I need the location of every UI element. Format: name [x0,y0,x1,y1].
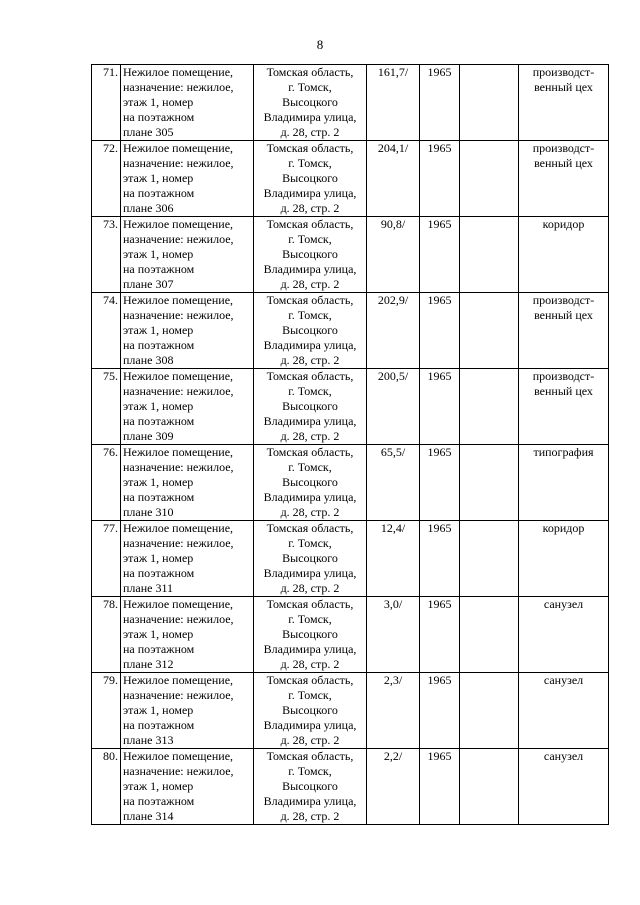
object-area: 3,0/ [367,597,420,673]
object-year: 1965 [420,673,460,749]
object-address-line: г. Томск, [288,232,332,246]
object-address-line: Высоцкого [282,171,338,185]
object-address-line: Томская область, [266,141,354,155]
object-area: 12,4/ [367,521,420,597]
object-address-line: Томская область, [266,521,354,535]
row-number: 79. [92,673,121,749]
object-address-line: Высоцкого [282,323,338,337]
object-address [254,369,367,445]
object-name-line: плане 306 [123,201,174,215]
object-name-line: плане 308 [123,353,174,367]
object-name-line: плане 314 [123,809,174,823]
object-name-line: назначение: нежилое, [123,536,234,550]
object-name-line: на поэтажном [123,794,195,808]
object-address-line: д. 28, стр. 2 [280,125,340,139]
object-name-line: на поэтажном [123,414,195,428]
object-name-line: плане 309 [123,429,174,443]
empty-cell [460,141,519,217]
object-name-line: этаж 1, номер [123,399,194,413]
object-address-line: д. 28, стр. 2 [280,657,340,671]
object-year: 1965 [420,597,460,673]
object-name-line: этаж 1, номер [123,779,194,793]
object-address-line: Владимира улица, [263,110,357,124]
object-name-line: назначение: нежилое, [123,80,234,94]
object-address-line: Высоцкого [282,95,338,109]
object-address-line: Владимира улица, [263,566,357,580]
object-purpose-line: коридор [542,521,585,535]
empty-cell [460,65,519,141]
object-purpose-line: венный цех [534,80,593,94]
object-year: 1965 [420,293,460,369]
object-purpose [519,65,609,141]
object-purpose [519,141,609,217]
object-address-line: Владимира улица, [263,794,357,808]
object-address [254,521,367,597]
empty-cell [460,369,519,445]
object-purpose-line: санузел [543,597,584,611]
object-name-line: назначение: нежилое, [123,232,234,246]
object-address-line: Высоцкого [282,399,338,413]
object-purpose-line: венный цех [534,308,593,322]
object-name-line: Нежилое помещение, [123,141,234,155]
object-name [121,749,254,825]
object-address [254,673,367,749]
object-address-line: Владимира улица, [263,490,357,504]
object-address-line: г. Томск, [288,80,332,94]
object-address-line: Высоцкого [282,551,338,565]
table-row [92,293,609,369]
object-address [254,293,367,369]
empty-cell [460,293,519,369]
object-address-line: г. Томск, [288,764,332,778]
object-name-line: Нежилое помещение, [123,293,234,307]
object-address-line: Владимира улица, [263,262,357,276]
object-address-line: Томская область, [266,65,354,79]
object-purpose-line: коридор [542,217,585,231]
object-name-line: на поэтажном [123,338,195,352]
object-address-line: Владимира улица, [263,338,357,352]
object-address-line: Высоцкого [282,475,338,489]
object-year: 1965 [420,445,460,521]
object-purpose [519,673,609,749]
object-name-line: плане 307 [123,277,174,291]
object-year: 1965 [420,65,460,141]
page-number: 8 [316,37,324,52]
object-address-line: Томская область, [266,293,354,307]
object-address-line: д. 28, стр. 2 [280,809,340,823]
object-address-line: Высоцкого [282,703,338,717]
object-name-line: плане 305 [123,125,174,139]
object-address-line: д. 28, стр. 2 [280,277,340,291]
object-name-line: назначение: нежилое, [123,764,234,778]
object-address-line: Томская область, [266,369,354,383]
row-number: 73. [92,217,121,293]
object-name-line: плане 313 [123,733,174,747]
object-purpose [519,293,609,369]
object-name [121,673,254,749]
object-address-line: г. Томск, [288,612,332,626]
row-number: 75. [92,369,121,445]
object-purpose [519,521,609,597]
table-row [92,217,609,293]
object-address-line: Высоцкого [282,627,338,641]
object-name-line: на поэтажном [123,186,195,200]
object-area: 65,5/ [367,445,420,521]
object-purpose [519,597,609,673]
object-purpose-line: типография [533,445,594,459]
object-purpose [519,369,609,445]
object-area: 2,2/ [367,749,420,825]
object-name [121,597,254,673]
object-address-line: Высоцкого [282,247,338,261]
object-address-line: Томская область, [266,445,354,459]
object-name-line: на поэтажном [123,110,195,124]
object-name-line: назначение: нежилое, [123,688,234,702]
table-row [92,597,609,673]
object-purpose-line: производст- [532,293,595,307]
object-address-line: Владимира улица, [263,642,357,656]
object-name-line: этаж 1, номер [123,95,194,109]
object-purpose-line: производст- [532,65,595,79]
table-row [92,749,609,825]
object-area: 202,9/ [367,293,420,369]
object-name-line: этаж 1, номер [123,475,194,489]
object-address-line: Томская область, [266,749,354,763]
object-name [121,293,254,369]
object-name [121,521,254,597]
object-purpose-line: производст- [532,141,595,155]
object-year: 1965 [420,521,460,597]
object-address [254,217,367,293]
object-name-line: этаж 1, номер [123,627,194,641]
object-name-line: на поэтажном [123,262,195,276]
object-name-line: этаж 1, номер [123,247,194,261]
object-name-line: на поэтажном [123,566,195,580]
object-address [254,65,367,141]
object-purpose [519,749,609,825]
object-address [254,749,367,825]
object-name-line: Нежилое помещение, [123,369,234,383]
object-name-line: Нежилое помещение, [123,749,234,763]
object-name-line: этаж 1, номер [123,171,194,185]
row-number: 77. [92,521,121,597]
object-name-line: этаж 1, номер [123,703,194,717]
object-address-line: г. Томск, [288,536,332,550]
object-area: 204,1/ [367,141,420,217]
object-address-line: д. 28, стр. 2 [280,429,340,443]
object-purpose-line: венный цех [534,384,593,398]
object-purpose-line: венный цех [534,156,593,170]
object-address-line: д. 28, стр. 2 [280,201,340,215]
table-row [92,521,609,597]
object-address-line: Томская область, [266,217,354,231]
row-number: 71. [92,65,121,141]
empty-cell [460,217,519,293]
table-row [92,141,609,217]
object-name-line: плане 310 [123,505,174,519]
object-name [121,445,254,521]
table-body [92,65,609,825]
object-name-line: Нежилое помещение, [123,445,234,459]
object-name-line: на поэтажном [123,718,195,732]
object-purpose [519,445,609,521]
table-row [92,445,609,521]
object-address-line: г. Томск, [288,384,332,398]
object-name-line: этаж 1, номер [123,551,194,565]
object-address-line: Владимира улица, [263,186,357,200]
object-address-line: г. Томск, [288,308,332,322]
object-name [121,65,254,141]
table-row [92,369,609,445]
object-year: 1965 [420,749,460,825]
object-purpose-line: производст- [532,369,595,383]
row-number: 80. [92,749,121,825]
object-name-line: на поэтажном [123,490,195,504]
object-address [254,445,367,521]
property-table [91,64,609,825]
object-year: 1965 [420,141,460,217]
object-name-line: назначение: нежилое, [123,156,234,170]
empty-cell [460,597,519,673]
empty-cell [460,749,519,825]
object-address-line: Томская область, [266,673,354,687]
object-address-line: Высоцкого [282,779,338,793]
object-name-line: на поэтажном [123,642,195,656]
row-number: 72. [92,141,121,217]
empty-cell [460,445,519,521]
object-address-line: д. 28, стр. 2 [280,505,340,519]
object-name-line: назначение: нежилое, [123,612,234,626]
empty-cell [460,521,519,597]
object-purpose [519,217,609,293]
table-row [92,65,609,141]
object-name-line: назначение: нежилое, [123,384,234,398]
object-area: 200,5/ [367,369,420,445]
object-address [254,597,367,673]
table-row [92,673,609,749]
row-number: 78. [92,597,121,673]
object-purpose-line: санузел [543,673,584,687]
object-address-line: д. 28, стр. 2 [280,353,340,367]
object-address-line: д. 28, стр. 2 [280,733,340,747]
object-name-line: Нежилое помещение, [123,597,234,611]
object-address-line: г. Томск, [288,156,332,170]
object-year: 1965 [420,369,460,445]
object-name-line: Нежилое помещение, [123,521,234,535]
object-purpose-line: санузел [543,749,584,763]
object-name [121,141,254,217]
object-name-line: плане 311 [123,581,174,595]
object-name-line: назначение: нежилое, [123,460,234,474]
object-address [254,141,367,217]
object-address-line: Владимира улица, [263,414,357,428]
object-address-line: Томская область, [266,597,354,611]
object-address-line: д. 28, стр. 2 [280,581,340,595]
row-number: 74. [92,293,121,369]
object-name-line: Нежилое помещение, [123,65,234,79]
row-number: 76. [92,445,121,521]
object-name-line: плане 312 [123,657,174,671]
object-name-line: назначение: нежилое, [123,308,234,322]
object-address-line: Владимира улица, [263,718,357,732]
object-address-line: г. Томск, [288,688,332,702]
object-name-line: этаж 1, номер [123,323,194,337]
object-year: 1965 [420,217,460,293]
object-name [121,369,254,445]
object-area: 161,7/ [367,65,420,141]
object-name-line: Нежилое помещение, [123,217,234,231]
object-address-line: г. Томск, [288,460,332,474]
empty-cell [460,673,519,749]
object-name-line: Нежилое помещение, [123,673,234,687]
object-area: 2,3/ [367,673,420,749]
object-area: 90,8/ [367,217,420,293]
object-name [121,217,254,293]
